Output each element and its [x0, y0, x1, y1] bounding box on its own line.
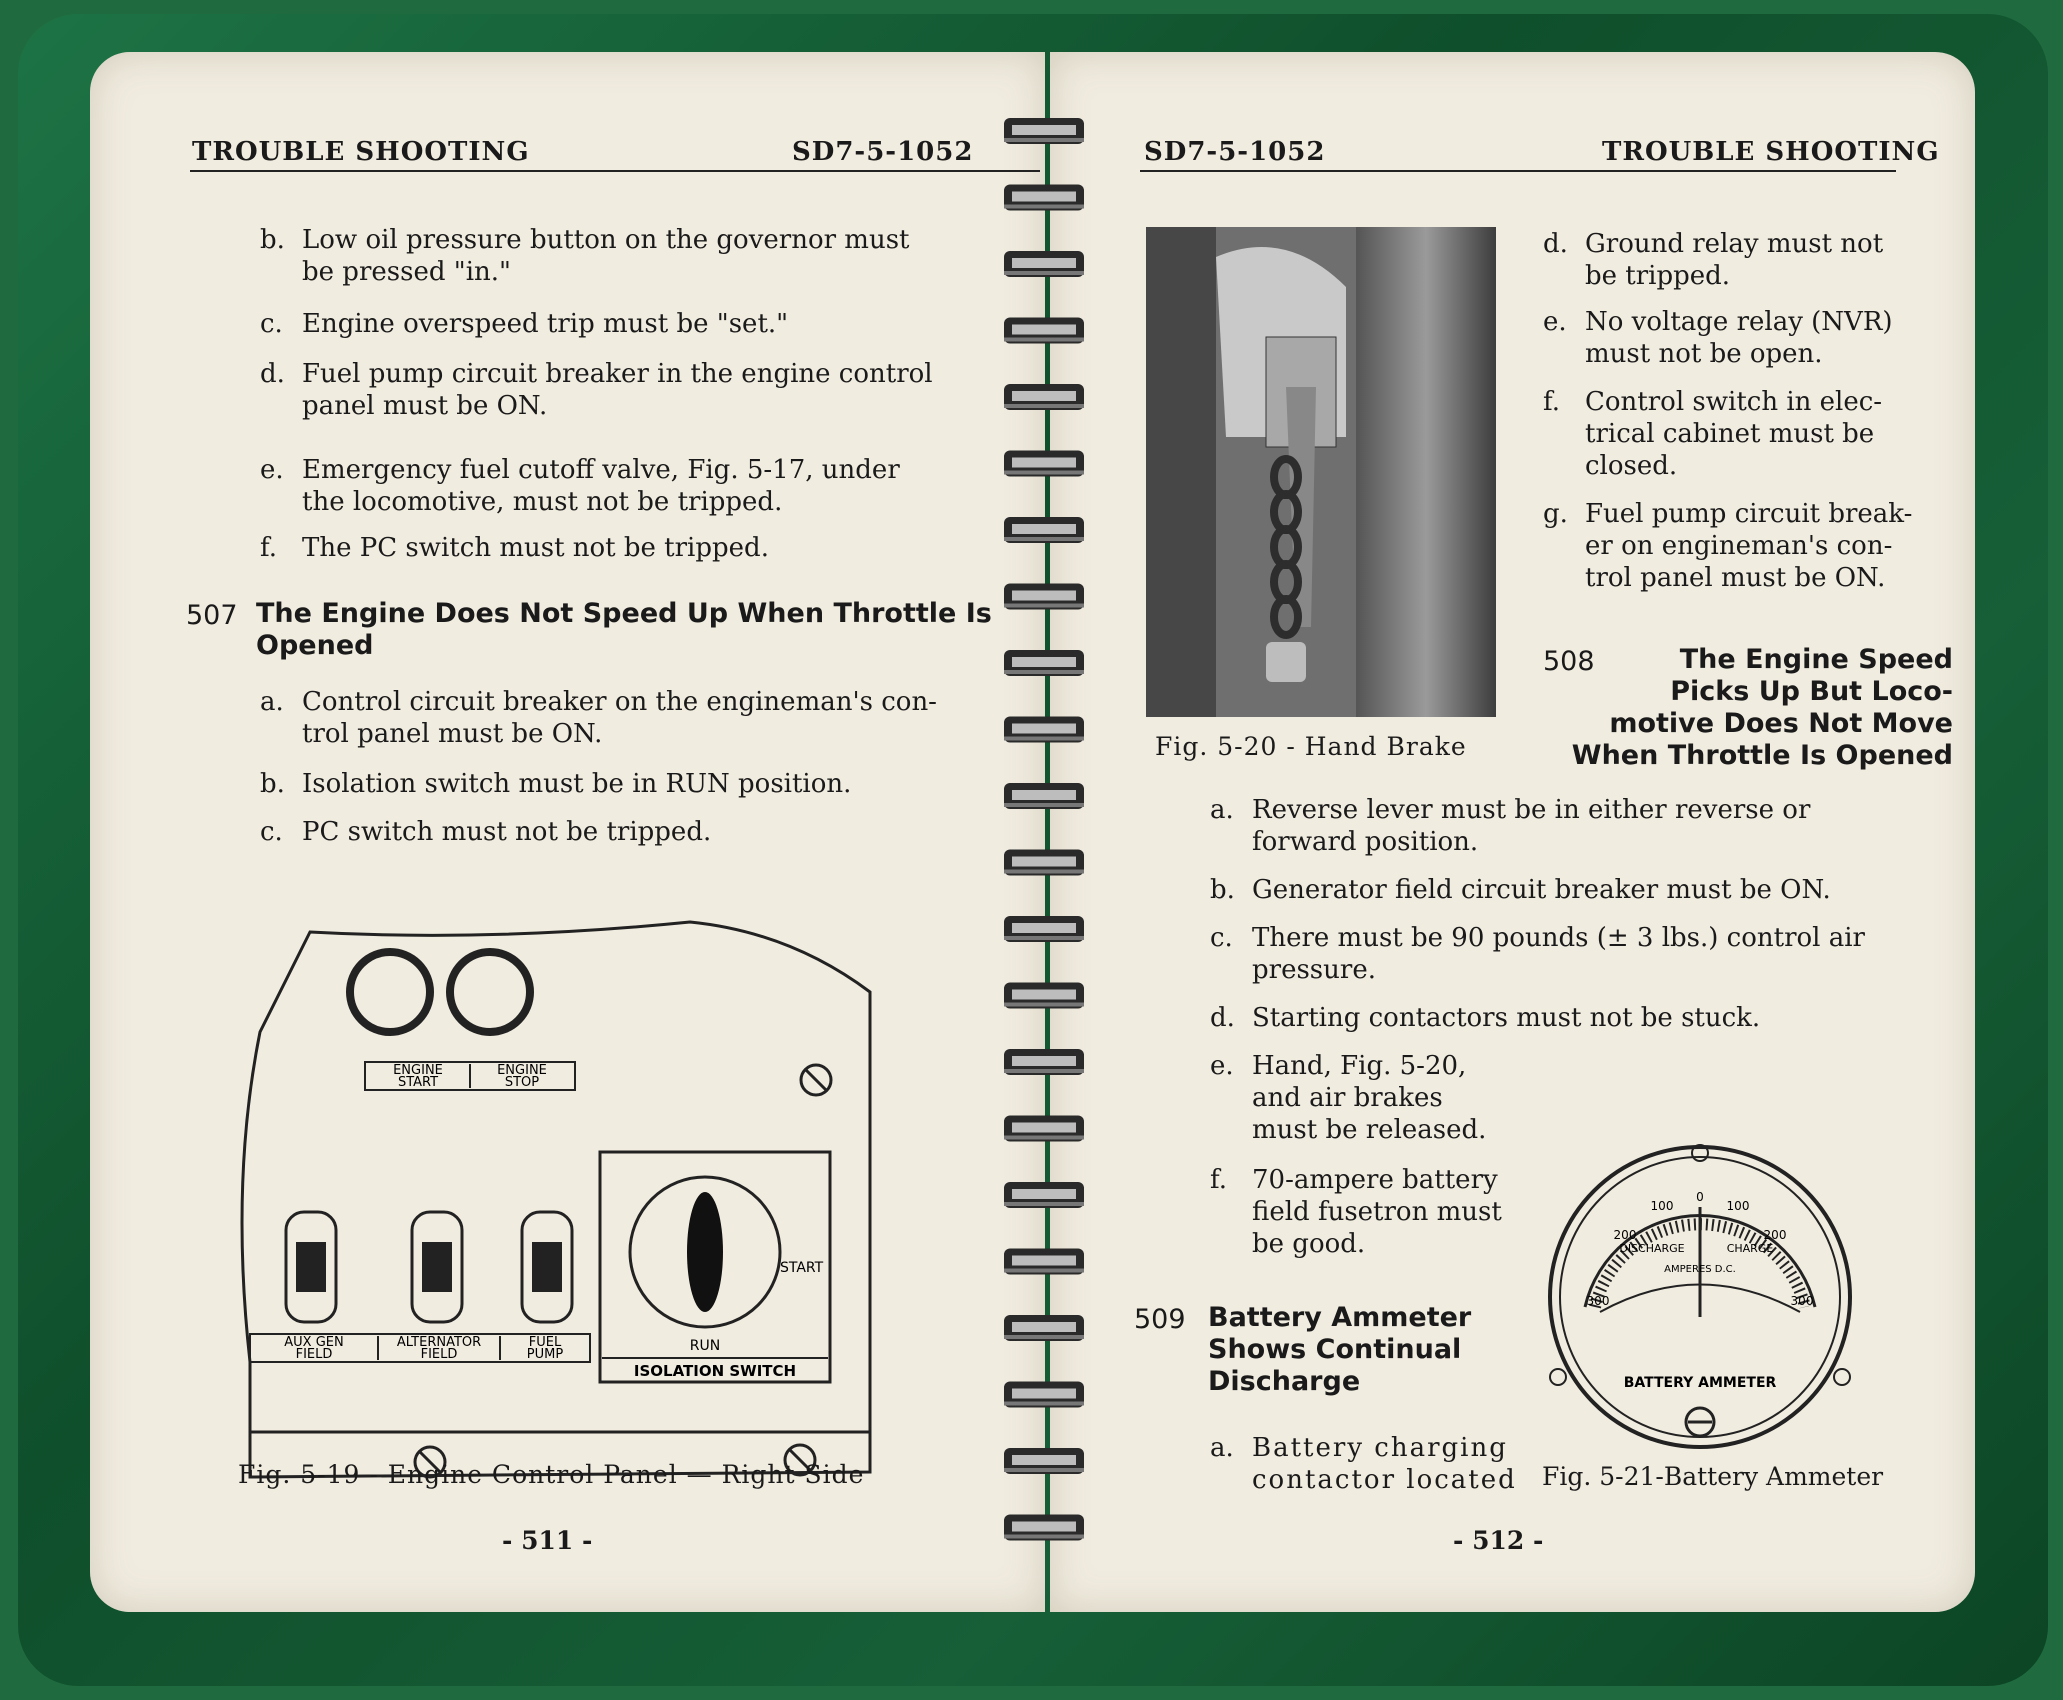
spiral-coil: [1004, 1249, 1084, 1275]
ammeter-caption: Fig. 5-21-Battery Ammeter: [1542, 1462, 1884, 1491]
spiral-coils: [1002, 100, 1092, 1570]
spiral-coil: [1004, 318, 1084, 344]
svg-text:PUMP: PUMP: [526, 1347, 564, 1362]
spiral-coil: [1004, 916, 1084, 942]
spiral-coil: [1004, 1382, 1084, 1408]
spiral-coil: [1004, 1448, 1084, 1474]
isolation-switch-label: ISOLATION SWITCH: [633, 1362, 797, 1380]
alternator-field-breaker: [412, 1212, 462, 1322]
spiral-coil: [1004, 1182, 1084, 1208]
svg-text:FIELD: FIELD: [295, 1347, 333, 1362]
section-number: 507: [186, 600, 238, 631]
ammeter-name: BATTERY AMMETER: [1623, 1375, 1777, 1391]
spiral-coil: [1004, 850, 1084, 876]
svg-text:200: 200: [1763, 1228, 1787, 1242]
spiral-coil: [1004, 1116, 1084, 1142]
right-page: SD7-5-1052 TROUBLE SHOOTING Fig. 5-20 - Hand Brake d. Ground relay must not be tripped. e. No voltage relay (NVR) must not be open. f. Control switch in elec- trical cabinet must be closed. g. Fuel pump circuit break- er on engineman's con- trol panel must be ON. 508 The Engine Speed Picks Up But Loco- motive Does Not Move When Throttle Is Opened a. Reverse lever must be in either reverse or forward position. b. Generator field circuit breaker must be ON. c. There must be 90 pounds (± 3 lbs.) control air pressure. d. Starting contactors must not be stuck. e. Hand, Fig. 5-20, and air brakes must be released. f. 70-ampere battery field fusetron must be good. 509 Battery Ammeter Shows Continual Discharge a. Battery charging contactor located 300 200 100 0 100 200 300 DISCHARGE CHARGE AMPERES D.C. BATTERY AMMETER Fig. 5-21-Battery Ammeter - 512 -: [1050, 52, 1975, 1612]
hand-brake-caption: Fig. 5-20 - Hand Brake: [1155, 732, 1467, 761]
run-position-label: RUN: [689, 1338, 721, 1354]
spiral-coil: [1004, 1515, 1084, 1541]
hand-brake-photo: [1146, 227, 1496, 717]
svg-text:200: 200: [1613, 1228, 1637, 1242]
left-page: TROUBLE SHOOTING SD7-5-1052 b. Low oil pressure button on the governor must be pressed "in." c. Engine overspeed trip must be "set." d. Fuel pump circuit breaker in the engine control panel must be ON. e. Emergency fuel cutoff valve, Fig. 5-17, under the locomotive, must not be tripped. f. The PC switch must not be tripped. 507 The Engine Does Not Speed Up When Throttle Is Opened a. Control circuit breaker on the engineman's con- trol panel must be ON. b. Isolation switch must be in RUN position. c. PC switch must not be tripped. ENGINE START ENGINE STOP AUX GEN FIELD ALTERNATOR FIELD FUEL PUMP START RUN ISOLATION SWITCH Fig. 5-19 - Engine Control Panel — Right Side - 511 -: [90, 52, 1045, 1612]
aux-gen-field-breaker: [286, 1212, 336, 1322]
spiral-coil: [1004, 185, 1084, 211]
running-head-doc-number: SD7-5-1052: [792, 137, 974, 167]
discharge-label: DISCHARGE: [1619, 1242, 1685, 1255]
page-number: - 512 -: [1453, 1526, 1544, 1555]
charge-label: CHARGE: [1726, 1242, 1774, 1255]
svg-text:STOP: STOP: [504, 1075, 540, 1090]
engine-control-panel-figure: [190, 882, 1040, 1522]
svg-text:100: 100: [1726, 1199, 1750, 1213]
page-number: - 511 -: [502, 1526, 593, 1555]
spiral-coil: [1004, 384, 1084, 410]
section-title: The Engine Does Not Speed Up When Throttle Is Opened: [256, 598, 992, 661]
header-rule: [190, 170, 1040, 172]
spiral-coil: [1004, 983, 1084, 1009]
start-position-label: START: [780, 1260, 824, 1276]
header-rule: [1140, 170, 1896, 172]
spiral-coil: [1004, 251, 1084, 277]
unit-label: AMPERES D.C.: [1664, 1264, 1736, 1275]
svg-text:0: 0: [1696, 1190, 1704, 1204]
svg-text:300: 300: [1586, 1294, 1610, 1308]
spiral-coil: [1004, 451, 1084, 477]
running-head-right: TROUBLE SHOOTING: [1602, 137, 1940, 167]
svg-text:300: 300: [1790, 1294, 1814, 1308]
spiral-coil: [1004, 517, 1084, 543]
spiral-coil: [1004, 118, 1084, 144]
svg-text:100: 100: [1650, 1199, 1674, 1213]
running-head-left: TROUBLE SHOOTING: [192, 137, 530, 167]
spiral-binding: [1002, 100, 1092, 1570]
figure-caption: Fig. 5-19 - Engine Control Panel — Right Side: [238, 1460, 865, 1489]
svg-text:START: START: [397, 1075, 439, 1090]
section-number: 509: [1134, 1304, 1186, 1335]
section-title: Battery Ammeter Shows Continual Discharge: [1208, 1302, 1472, 1397]
battery-ammeter-figure: [1540, 1137, 1860, 1457]
spiral-coil: [1004, 717, 1084, 743]
spiral-coil: [1004, 1315, 1084, 1341]
engine-start-label: ENGINE: [393, 1063, 443, 1078]
running-head-doc-number: SD7-5-1052: [1144, 137, 1326, 167]
section-number: 508: [1543, 646, 1595, 677]
svg-text:FIELD: FIELD: [420, 1347, 458, 1362]
fuel-pump-breaker: [522, 1212, 572, 1322]
svg-text:ALTERNATOR: ALTERNATOR: [396, 1335, 482, 1350]
spiral-coil: [1004, 584, 1084, 610]
spiral-coil: [1004, 783, 1084, 809]
svg-text:FUEL: FUEL: [528, 1335, 562, 1350]
spiral-coil: [1004, 650, 1084, 676]
svg-text:AUX GEN: AUX GEN: [284, 1335, 344, 1350]
section-title: The Engine Speed Picks Up But Loco- motive Does Not Move When Throttle Is Opened: [1571, 644, 1953, 771]
spiral-coil: [1004, 1049, 1084, 1075]
engine-stop-label: ENGINE: [497, 1063, 547, 1078]
screw-icon: [801, 1065, 831, 1095]
